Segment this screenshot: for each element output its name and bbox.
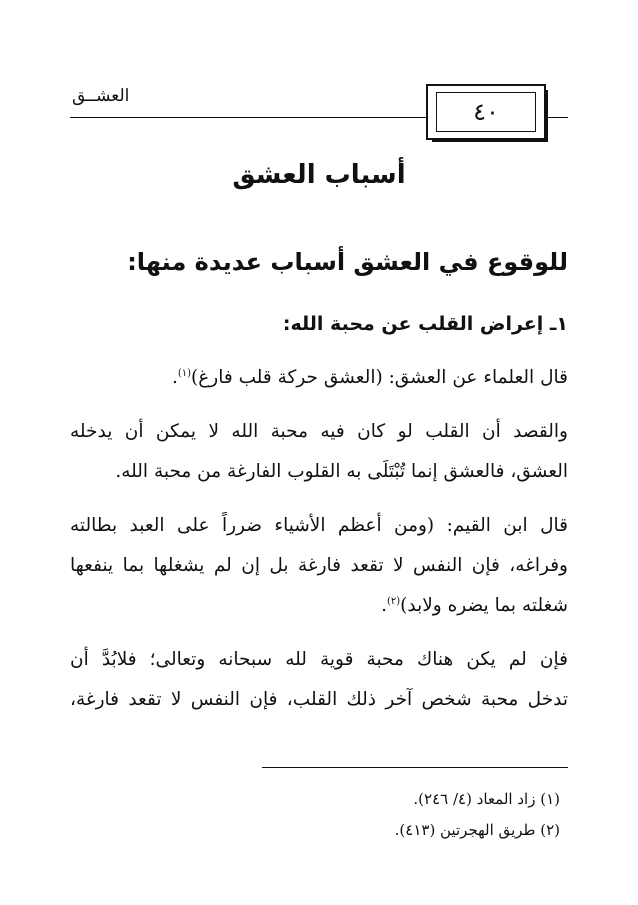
footnote-ref-1[interactable]: (١) bbox=[177, 367, 192, 379]
section-heading: ١ـ إعراض القلب عن محبة الله: bbox=[282, 313, 568, 335]
paragraph-line-7: فإن لم يكن هناك محبة قوية لله سبحانه وتعالى؛ فلابُدَّ أن bbox=[70, 649, 568, 670]
paragraph-line-1: قال العلماء عن العشق: (العشق حركة قلب فارغ)$^{(١)}$. bbox=[171, 367, 568, 388]
paragraph-line-5: وفراغه، فإن النفس لا تقعد فارغة بل إن لم يشغلها بما ينفعها bbox=[70, 555, 568, 576]
footnote-separator bbox=[262, 767, 568, 768]
chapter-title: أسباب العشق bbox=[232, 160, 406, 190]
paragraph-line-3: العشق، فالعشق إنما تُبْتَلَى به القلوب الفارغة من محبة الله. bbox=[115, 461, 568, 482]
paragraph-line-8: تدخل محبة شخص آخر ذلك القلب، فإن النفس لا تقعد فارغة، bbox=[70, 689, 568, 710]
line-text: شغلته بما يضره ولابد) bbox=[400, 595, 568, 616]
paragraph-line-2: والقصد أن القلب لو كان فيه محبة الله لا يمكن أن يدخله bbox=[70, 421, 568, 442]
footnote-1: (١) زاد المعاد (٤/ ٢٤٦). bbox=[413, 790, 560, 808]
intro-heading: للوقوع في العشق أسباب عديدة منها: bbox=[127, 248, 568, 276]
header-rule-right bbox=[546, 117, 568, 118]
line-text: قال العلماء عن العشق: (العشق حركة قلب فارغ) bbox=[191, 367, 568, 388]
paragraph-line-4: قال ابن القيم: (ومن أعظم الأشياء ضرراً على العبد بطالته bbox=[70, 515, 568, 536]
paragraph-line-6: شغلته بما يضره ولابد)$^{(٢)}$. bbox=[381, 595, 568, 616]
page-number: ٤٠ bbox=[473, 98, 499, 126]
header-rule-left bbox=[70, 117, 426, 118]
page-number-box bbox=[426, 84, 546, 140]
running-header-title: العشــق bbox=[72, 86, 130, 106]
page-box-outer-frame bbox=[426, 84, 546, 140]
footnote-2: (٢) طريق الهجرتين (٤١٣). bbox=[394, 821, 560, 839]
footnote-ref-2[interactable]: (٢) bbox=[386, 595, 401, 607]
